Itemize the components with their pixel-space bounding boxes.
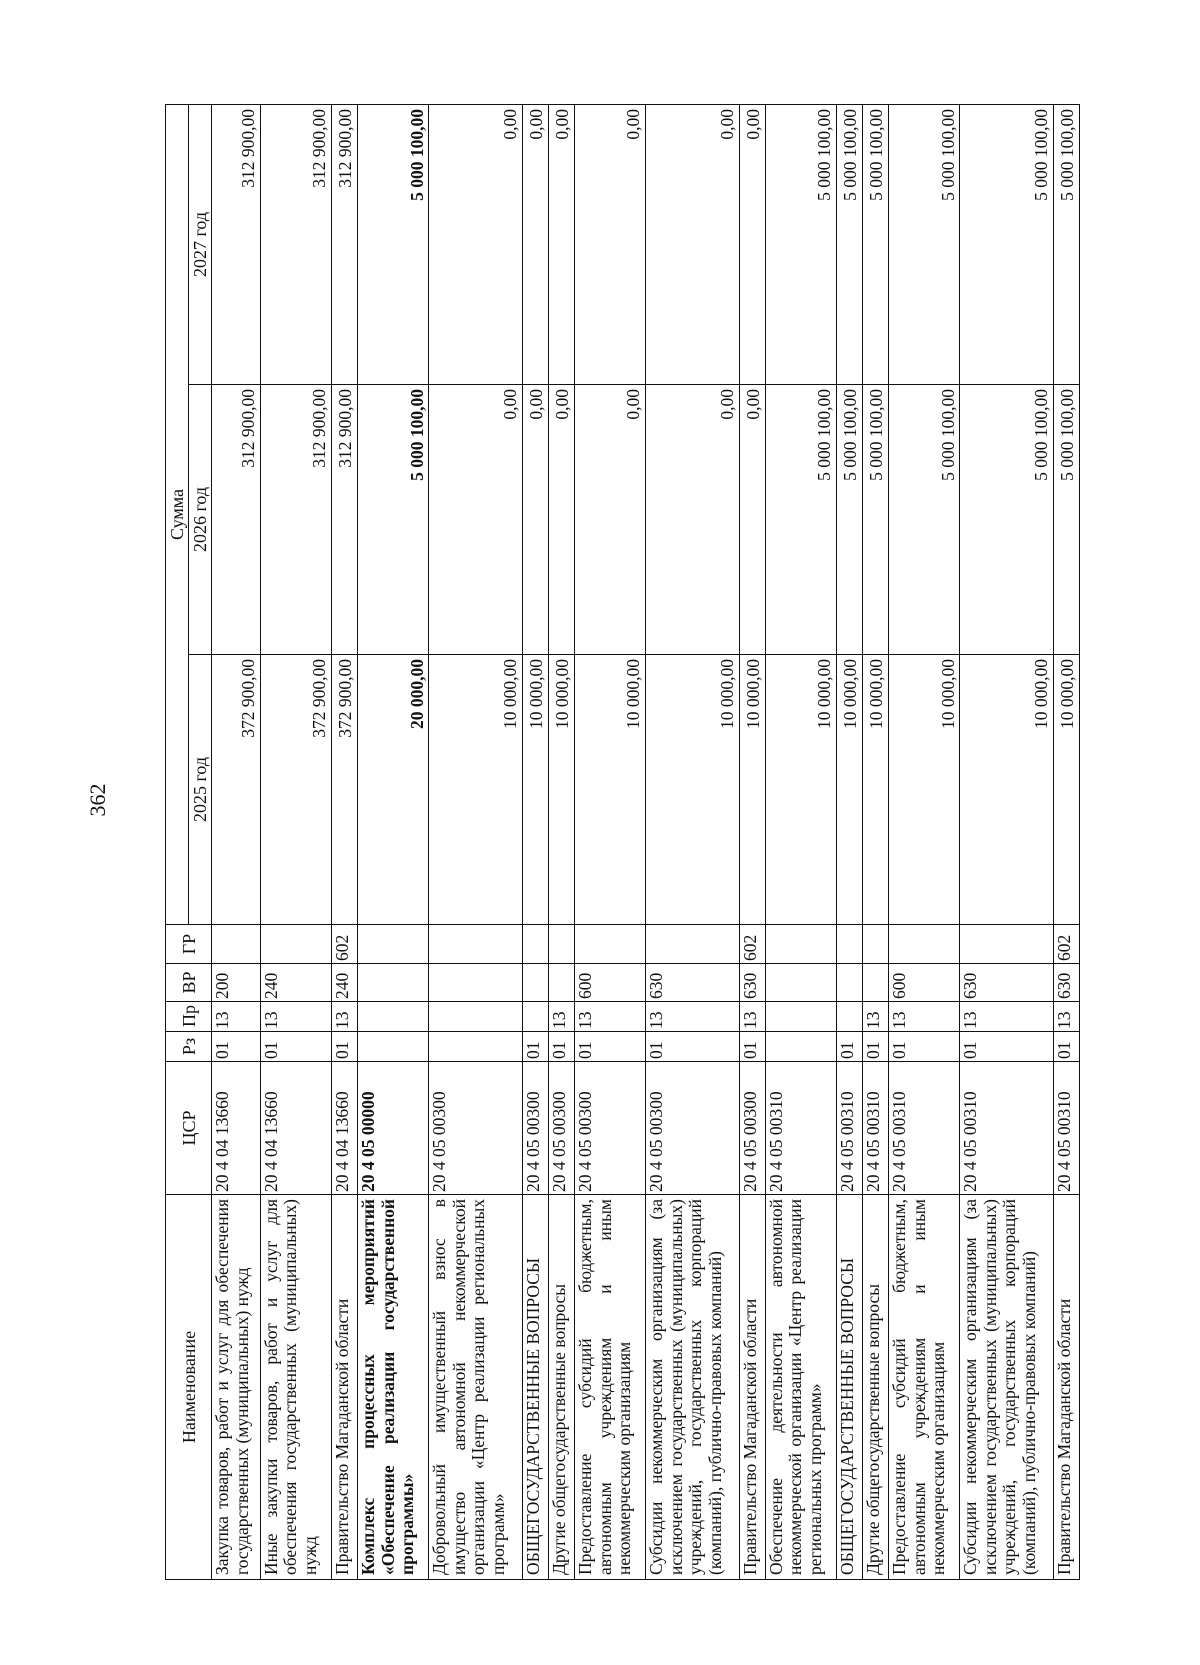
cell-y2025: 372 900,00 (212, 655, 261, 925)
cell-pr (522, 1002, 548, 1032)
cell-name: Правительство Магаданской области (1053, 1195, 1079, 1580)
cell-pr (765, 1002, 836, 1032)
cell-pr: 13 (1053, 1002, 1079, 1032)
cell-csr: 20 4 05 00300 (574, 1062, 645, 1195)
cell-vr: 240 (332, 964, 358, 1002)
cell-gr (522, 925, 548, 964)
cell-y2025: 10 000,00 (836, 655, 862, 925)
cell-rz: 01 (888, 1032, 959, 1062)
cell-csr: 20 4 05 00300 (522, 1062, 548, 1195)
cell-y2026: 5 000 100,00 (836, 385, 862, 655)
cell-gr (646, 925, 740, 964)
cell-rz (358, 1032, 429, 1062)
cell-vr: 630 (646, 964, 740, 1002)
cell-gr: 602 (332, 925, 358, 964)
cell-name: Другие общегосударственные вопросы (548, 1195, 574, 1580)
cell-name: Добровольный имущественный взнос в имущество автономной некоммерческой организации «Центр реализации региональных программ» (429, 1195, 523, 1580)
cell-y2026: 5 000 100,00 (862, 385, 888, 655)
cell-gr (260, 925, 331, 964)
cell-gr (212, 925, 261, 964)
cell-name: ОБЩЕГОСУДАРСТВЕННЫЕ ВОПРОСЫ (522, 1195, 548, 1580)
cell-pr: 13 (574, 1002, 645, 1032)
table-row (960, 104, 1054, 1579)
cell-y2026: 5 000 100,00 (960, 385, 1054, 655)
budget-table (165, 104, 1080, 1580)
cell-rz: 01 (646, 1032, 740, 1062)
cell-vr: 200 (212, 964, 261, 1002)
cell-vr: 600 (888, 964, 959, 1002)
cell-rz: 01 (260, 1032, 331, 1062)
header-csr: ЦСР (166, 1062, 212, 1195)
cell-csr: 20 4 04 13660 (332, 1062, 358, 1195)
cell-pr: 13 (888, 1002, 959, 1032)
cell-vr (765, 964, 836, 1002)
cell-y2027: 5 000 100,00 (358, 104, 429, 384)
cell-csr: 20 4 05 00310 (960, 1062, 1054, 1195)
cell-y2025: 10 000,00 (429, 655, 523, 925)
cell-csr: 20 4 05 00300 (739, 1062, 765, 1195)
header-name: Наименование (166, 1195, 212, 1580)
cell-y2027: 5 000 100,00 (888, 104, 959, 384)
table-row (739, 104, 765, 1579)
cell-name: Субсидии некоммерческим организациям (за исключением государственных (муниципальных) учреждений, государственных корпораций (компаний), публично-правовых компаний) (646, 1195, 740, 1580)
cell-y2025: 10 000,00 (574, 655, 645, 925)
header-2025: 2025 год (189, 655, 212, 925)
cell-gr (358, 925, 429, 964)
cell-y2025: 10 000,00 (960, 655, 1054, 925)
cell-y2025: 10 000,00 (739, 655, 765, 925)
cell-rz: 01 (1053, 1032, 1079, 1062)
cell-csr: 20 4 05 00000 (358, 1062, 429, 1195)
cell-vr: 630 (960, 964, 1054, 1002)
cell-name: Комплекс процессных мероприятий «Обеспечение реализации государственной программы» (358, 1195, 429, 1580)
cell-rz (765, 1032, 836, 1062)
header-pr: Пр (166, 1002, 212, 1032)
cell-y2027: 5 000 100,00 (960, 104, 1054, 384)
table-row (1053, 104, 1079, 1579)
table-row (548, 104, 574, 1579)
header-rz: Рз (166, 1032, 212, 1062)
cell-name: Субсидии некоммерческим организациям (за исключением государственных (муниципальных) учреждений, государственных корпораций (компаний), публично-правовых компаний) (960, 1195, 1054, 1580)
table-row (332, 104, 358, 1579)
cell-pr: 13 (548, 1002, 574, 1032)
table-row (358, 104, 429, 1579)
table-row (646, 104, 740, 1579)
header-2027: 2027 год (189, 104, 212, 384)
cell-vr (522, 964, 548, 1002)
cell-gr (836, 925, 862, 964)
cell-csr: 20 4 05 00310 (888, 1062, 959, 1195)
cell-y2027: 312 900,00 (332, 104, 358, 384)
cell-y2026: 5 000 100,00 (765, 385, 836, 655)
cell-y2026: 0,00 (548, 385, 574, 655)
cell-y2025: 372 900,00 (260, 655, 331, 925)
header-sum: Сумма (166, 104, 189, 924)
cell-gr (548, 925, 574, 964)
cell-csr: 20 4 05 00310 (836, 1062, 862, 1195)
cell-y2026: 5 000 100,00 (358, 385, 429, 655)
cell-y2025: 10 000,00 (862, 655, 888, 925)
cell-rz: 01 (739, 1032, 765, 1062)
table-row (765, 104, 836, 1579)
cell-vr (429, 964, 523, 1002)
table-row (574, 104, 645, 1579)
table-row (260, 104, 331, 1579)
cell-rz (429, 1032, 523, 1062)
cell-gr (960, 925, 1054, 964)
table-body (212, 104, 1080, 1579)
cell-y2025: 10 000,00 (1053, 655, 1079, 925)
cell-name: Другие общегосударственные вопросы (862, 1195, 888, 1580)
cell-y2025: 20 000,00 (358, 655, 429, 925)
cell-rz: 01 (548, 1032, 574, 1062)
cell-pr (429, 1002, 523, 1032)
cell-pr: 13 (212, 1002, 261, 1032)
cell-csr: 20 4 04 13660 (260, 1062, 331, 1195)
cell-vr: 240 (260, 964, 331, 1002)
table-row (888, 104, 959, 1579)
cell-y2026: 5 000 100,00 (888, 385, 959, 655)
cell-y2026: 312 900,00 (260, 385, 331, 655)
cell-name: Предоставление субсидий бюджетным, автономным учреждениям и иным некоммерческим организациям (888, 1195, 959, 1580)
cell-rz: 01 (574, 1032, 645, 1062)
cell-y2027: 0,00 (548, 104, 574, 384)
cell-csr: 20 4 05 00310 (1053, 1062, 1079, 1195)
cell-name: Правительство Магаданской области (739, 1195, 765, 1580)
cell-y2026: 0,00 (574, 385, 645, 655)
cell-csr: 20 4 05 00300 (548, 1062, 574, 1195)
cell-rz: 01 (212, 1032, 261, 1062)
cell-pr: 13 (739, 1002, 765, 1032)
cell-pr: 13 (646, 1002, 740, 1032)
cell-csr: 20 4 05 00300 (429, 1062, 523, 1195)
table-header (166, 104, 212, 1579)
cell-vr: 630 (1053, 964, 1079, 1002)
cell-y2026: 0,00 (739, 385, 765, 655)
table-row (429, 104, 523, 1579)
cell-y2027: 312 900,00 (212, 104, 261, 384)
cell-vr (836, 964, 862, 1002)
cell-gr: 602 (739, 925, 765, 964)
cell-gr (862, 925, 888, 964)
cell-y2027: 5 000 100,00 (765, 104, 836, 384)
cell-vr: 600 (574, 964, 645, 1002)
cell-y2027: 312 900,00 (260, 104, 331, 384)
cell-gr (574, 925, 645, 964)
cell-rz: 01 (522, 1032, 548, 1062)
cell-csr: 20 4 05 00300 (646, 1062, 740, 1195)
cell-pr: 13 (960, 1002, 1054, 1032)
cell-y2026: 312 900,00 (212, 385, 261, 655)
cell-vr (548, 964, 574, 1002)
cell-y2027: 0,00 (429, 104, 523, 384)
cell-y2027: 5 000 100,00 (1053, 104, 1079, 384)
cell-rz: 01 (862, 1032, 888, 1062)
table-row (836, 104, 862, 1579)
cell-y2025: 372 900,00 (332, 655, 358, 925)
table-row (212, 104, 261, 1579)
cell-name: Иные закупки товаров, работ и услуг для обеспечения государственных (муниципальных) нужд (260, 1195, 331, 1580)
cell-name: ОБЩЕГОСУДАРСТВЕННЫЕ ВОПРОСЫ (836, 1195, 862, 1580)
cell-y2025: 10 000,00 (888, 655, 959, 925)
cell-csr: 20 4 05 00310 (862, 1062, 888, 1195)
cell-vr (862, 964, 888, 1002)
header-gr: ГР (166, 925, 212, 964)
cell-csr: 20 4 05 00310 (765, 1062, 836, 1195)
cell-y2025: 10 000,00 (646, 655, 740, 925)
cell-y2026: 0,00 (646, 385, 740, 655)
cell-y2027: 5 000 100,00 (836, 104, 862, 384)
cell-rz: 01 (960, 1032, 1054, 1062)
cell-vr (358, 964, 429, 1002)
cell-y2026: 0,00 (522, 385, 548, 655)
cell-pr (358, 1002, 429, 1032)
cell-y2025: 10 000,00 (765, 655, 836, 925)
cell-pr (836, 1002, 862, 1032)
header-2026: 2026 год (189, 385, 212, 655)
cell-name: Предоставление субсидий бюджетным, автономным учреждениям и иным некоммерческим организациям (574, 1195, 645, 1580)
table-row (862, 104, 888, 1579)
cell-gr (429, 925, 523, 964)
table-row (522, 104, 548, 1579)
cell-gr (888, 925, 959, 964)
cell-y2027: 5 000 100,00 (862, 104, 888, 384)
cell-vr: 630 (739, 964, 765, 1002)
cell-name: Обеспечение деятельности автономной некоммерческой организации «Центр реализации региональных программ» (765, 1195, 836, 1580)
cell-pr: 13 (332, 1002, 358, 1032)
cell-y2027: 0,00 (522, 104, 548, 384)
cell-name: Правительство Магаданской области (332, 1195, 358, 1580)
cell-gr: 602 (1053, 925, 1079, 964)
cell-y2025: 10 000,00 (522, 655, 548, 925)
cell-y2026: 0,00 (429, 385, 523, 655)
page-number: 362 (85, 783, 110, 817)
cell-pr: 13 (862, 1002, 888, 1032)
cell-y2027: 0,00 (646, 104, 740, 384)
cell-pr: 13 (260, 1002, 331, 1032)
header-vr: ВР (166, 964, 212, 1002)
cell-csr: 20 4 04 13660 (212, 1062, 261, 1195)
cell-y2026: 5 000 100,00 (1053, 385, 1079, 655)
cell-rz: 01 (332, 1032, 358, 1062)
budget-table-container (165, 105, 1080, 1580)
rotated-table-frame (165, 105, 1080, 1580)
cell-y2026: 312 900,00 (332, 385, 358, 655)
cell-y2025: 10 000,00 (548, 655, 574, 925)
cell-name: Закупка товаров, работ и услуг для обеспечения государственных (муниципальных) нужд (212, 1195, 261, 1580)
cell-y2027: 0,00 (574, 104, 645, 384)
cell-gr (765, 925, 836, 964)
cell-y2027: 0,00 (739, 104, 765, 384)
cell-rz: 01 (836, 1032, 862, 1062)
